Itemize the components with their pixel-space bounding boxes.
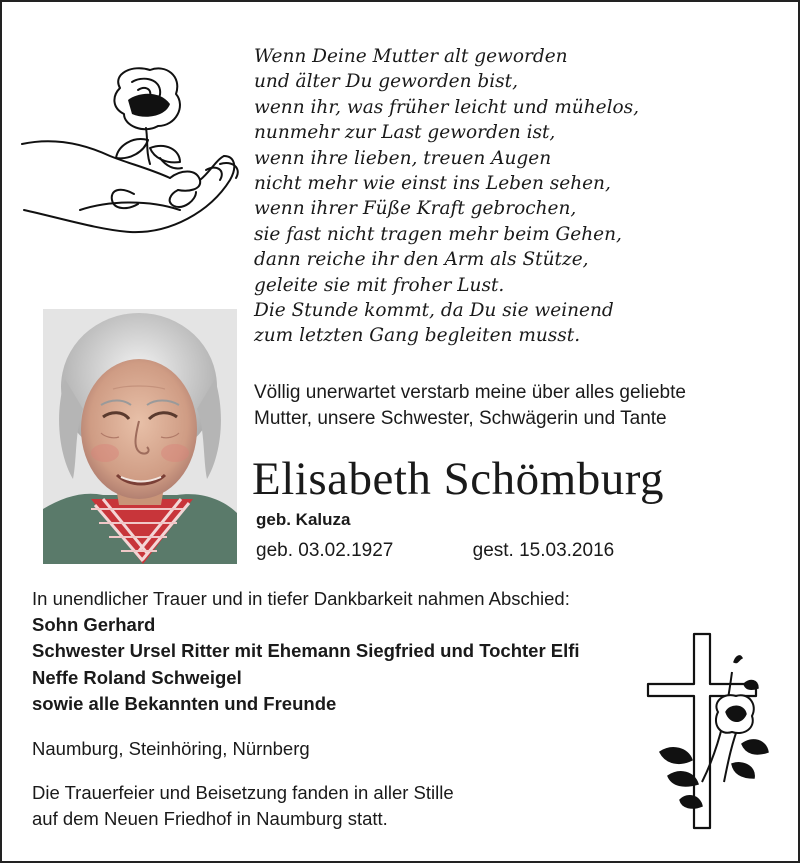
intro-line: Völlig unerwartet verstarb meine über alles geliebte [254, 382, 686, 403]
deceased-name: Elisabeth Schömburg [252, 453, 665, 505]
birth-date: geb. 03.02.1927 [256, 540, 394, 561]
mourner-name: sowie alle Bekannten und Freunde [32, 692, 337, 714]
mourner-name: Neffe Roland Schweigel [32, 666, 242, 688]
poem-line: und älter Du geworden bist, [254, 71, 518, 93]
death-date: gest. 15.03.2016 [472, 540, 615, 561]
poem-line: sie fast nicht tragen mehr beim Gehen, [254, 223, 622, 245]
mourners-heading: In unendlicher Trauer und in tiefer Dankbarkeit nahmen Abschied: [32, 588, 570, 609]
service-line: auf dem Neuen Friedhof in Naumburg statt. [32, 808, 388, 829]
portrait-photo [43, 309, 237, 564]
poem [254, 44, 774, 349]
poem-line: Die Stunde kommt, da Du sie weinend [254, 300, 614, 322]
hands-holding-rose-icon [20, 60, 250, 250]
poem-line: Wenn Deine Mutter alt geworden [254, 46, 568, 67]
poem-line: geleite sie mit froher Lust. [254, 274, 505, 296]
service-info [32, 780, 454, 832]
poem-line: nunmehr zur Last geworden ist, [254, 122, 556, 144]
life-dates [256, 540, 614, 562]
places: Naumburg, Steinhöring, Nürnberg [32, 738, 310, 759]
poem-line: wenn ihre lieben, treuen Augen [254, 147, 552, 169]
mourner-name: Sohn Gerhard [32, 614, 156, 636]
poem-line: dann reiche ihr den Arm als Stütze, [254, 249, 589, 271]
poem-line: wenn ihr, was früher leicht und mühelos, [254, 96, 640, 118]
mourners-section [32, 586, 652, 717]
poem-line: wenn ihrer Füße Kraft gebrochen, [254, 198, 577, 220]
service-line: Die Trauerfeier und Beisetzung fanden in aller Stille [32, 782, 454, 803]
intro-line: Mutter, unsere Schwester, Schwägerin und Tante [254, 408, 667, 429]
poem-line: nicht mehr wie einst ins Leben sehen, [254, 173, 611, 195]
poem-line: zum letzten Gang begleiten musst. [254, 325, 581, 347]
mourner-name: Schwester Ursel Ritter mit Ehemann Siegfried und Tochter Elfi [32, 640, 580, 662]
cross-with-rose-icon [632, 632, 782, 832]
intro-text [254, 380, 774, 432]
birth-name: geb. Kaluza [256, 510, 351, 529]
